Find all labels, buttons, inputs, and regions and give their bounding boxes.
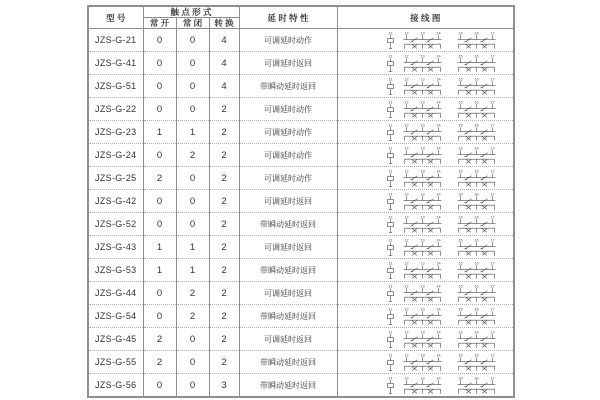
normally-open-cell: 1 <box>143 236 176 259</box>
normally-closed-cell: 0 <box>176 328 209 351</box>
model-cell: JZS-G-51 <box>88 75 143 98</box>
svg-text:15: 15 <box>458 99 463 104</box>
svg-text:13: 13 <box>420 168 425 173</box>
normally-closed-cell: 0 <box>176 190 209 213</box>
svg-text:12: 12 <box>404 214 409 219</box>
table-row <box>88 75 514 98</box>
svg-text:17: 17 <box>490 375 495 380</box>
wiring-diagram <box>338 282 514 304</box>
svg-text:16: 16 <box>474 145 479 150</box>
changeover-cell: 2 <box>209 259 239 282</box>
svg-text:14: 14 <box>436 306 441 311</box>
relay-wiring-schematic <box>382 306 509 327</box>
normally-closed-cell: 0 <box>176 167 209 190</box>
svg-text:16: 16 <box>474 283 479 288</box>
relay-wiring-schematic <box>382 191 509 212</box>
svg-text:17: 17 <box>490 352 495 357</box>
svg-text:14: 14 <box>436 30 441 35</box>
model-cell: JZS-G-53 <box>88 259 143 282</box>
svg-text:17: 17 <box>490 306 495 311</box>
svg-text:15: 15 <box>458 122 463 127</box>
delay-cell: 可调延时动作 <box>239 121 337 144</box>
svg-text:16: 16 <box>474 260 479 265</box>
table-row <box>88 374 514 398</box>
normally-open-cell: 0 <box>143 29 176 52</box>
svg-text:12: 12 <box>404 168 409 173</box>
delay-cell: 可调延时动作 <box>239 167 337 190</box>
svg-text:14: 14 <box>436 145 441 150</box>
svg-text:11: 11 <box>388 214 393 219</box>
normally-open-cell: 1 <box>143 121 176 144</box>
model-cell: JZS-G-41 <box>88 52 143 75</box>
svg-text:11: 11 <box>388 283 393 288</box>
svg-text:12: 12 <box>404 260 409 265</box>
svg-text:14: 14 <box>436 329 441 334</box>
svg-text:13: 13 <box>420 122 425 127</box>
table-row <box>88 259 514 282</box>
model-cell: JZS-G-55 <box>88 351 143 374</box>
svg-text:14: 14 <box>436 99 441 104</box>
normally-closed-cell: 0 <box>176 52 209 75</box>
changeover-cell: 4 <box>209 52 239 75</box>
model-cell: JZS-G-23 <box>88 121 143 144</box>
svg-text:12: 12 <box>404 99 409 104</box>
svg-text:11: 11 <box>388 306 393 311</box>
svg-text:11: 11 <box>388 168 393 173</box>
svg-text:14: 14 <box>436 260 441 265</box>
col-header-wiring-diagram: 接 线 图 <box>337 6 514 29</box>
table-row <box>88 167 514 190</box>
table-row <box>88 98 514 121</box>
delay-cell: 可调延时动作 <box>239 98 337 121</box>
svg-text:12: 12 <box>404 283 409 288</box>
svg-text:15: 15 <box>458 76 463 81</box>
svg-text:11: 11 <box>388 145 393 150</box>
svg-text:12: 12 <box>404 30 409 35</box>
svg-text:17: 17 <box>490 76 495 81</box>
table-row <box>88 52 514 75</box>
normally-closed-cell: 0 <box>176 374 209 398</box>
svg-text:17: 17 <box>490 260 495 265</box>
svg-text:17: 17 <box>490 53 495 58</box>
svg-text:15: 15 <box>458 168 463 173</box>
wiring-diagram <box>338 52 514 74</box>
changeover-cell: 2 <box>209 305 239 328</box>
normally-closed-cell: 0 <box>176 351 209 374</box>
delay-cell: 可调延时返回 <box>239 236 337 259</box>
svg-text:12: 12 <box>404 191 409 196</box>
col-header-contact-form: 触 点 形 式 <box>143 6 239 18</box>
wiring-diagram-cell <box>337 236 514 259</box>
svg-text:15: 15 <box>458 214 463 219</box>
delay-cell: 带瞬动延时返回 <box>239 374 337 398</box>
wiring-diagram <box>338 351 514 373</box>
wiring-diagram-cell <box>337 190 514 213</box>
wiring-diagram-cell <box>337 29 514 52</box>
normally-open-cell: 0 <box>143 98 176 121</box>
table-row <box>88 305 514 328</box>
svg-text:11: 11 <box>388 76 393 81</box>
svg-text:17: 17 <box>490 168 495 173</box>
svg-text:13: 13 <box>420 76 425 81</box>
svg-text:17: 17 <box>490 99 495 104</box>
svg-text:16: 16 <box>474 99 479 104</box>
delay-cell: 带瞬动延时返回 <box>239 305 337 328</box>
svg-text:15: 15 <box>458 237 463 242</box>
wiring-diagram <box>338 190 514 212</box>
svg-text:11: 11 <box>388 122 393 127</box>
svg-text:15: 15 <box>458 329 463 334</box>
svg-text:13: 13 <box>420 237 425 242</box>
wiring-diagram <box>338 259 514 281</box>
svg-text:16: 16 <box>474 237 479 242</box>
delay-cell: 带瞬动延时返回 <box>239 213 337 236</box>
normally-closed-cell: 1 <box>176 259 209 282</box>
wiring-diagram-cell <box>337 75 514 98</box>
svg-text:12: 12 <box>404 53 409 58</box>
svg-text:17: 17 <box>490 329 495 334</box>
normally-open-cell: 1 <box>143 259 176 282</box>
svg-text:15: 15 <box>458 30 463 35</box>
svg-text:12: 12 <box>404 352 409 357</box>
delay-cell: 可调延时返回 <box>239 282 337 305</box>
delay-cell: 带瞬动延时返回 <box>239 351 337 374</box>
normally-closed-cell: 2 <box>176 144 209 167</box>
changeover-cell: 2 <box>209 121 239 144</box>
wiring-diagram <box>338 144 514 166</box>
wiring-diagram-cell <box>337 259 514 282</box>
model-cell: JZS-G-44 <box>88 282 143 305</box>
svg-text:17: 17 <box>490 122 495 127</box>
normally-closed-cell: 1 <box>176 236 209 259</box>
svg-text:16: 16 <box>474 329 479 334</box>
table-row <box>88 236 514 259</box>
svg-text:16: 16 <box>474 375 479 380</box>
svg-text:13: 13 <box>420 306 425 311</box>
wiring-diagram <box>338 213 514 235</box>
relay-wiring-schematic <box>382 168 509 189</box>
svg-text:15: 15 <box>458 375 463 380</box>
svg-text:14: 14 <box>436 122 441 127</box>
svg-text:15: 15 <box>458 283 463 288</box>
svg-text:13: 13 <box>420 214 425 219</box>
normally-closed-cell: 2 <box>176 282 209 305</box>
model-cell: JZS-G-25 <box>88 167 143 190</box>
wiring-diagram-cell <box>337 282 514 305</box>
svg-text:14: 14 <box>436 352 441 357</box>
svg-text:15: 15 <box>458 306 463 311</box>
table-row <box>88 190 514 213</box>
normally-open-cell: 2 <box>143 328 176 351</box>
spec-table <box>87 5 515 398</box>
model-cell: JZS-G-45 <box>88 328 143 351</box>
relay-wiring-schematic <box>382 352 509 373</box>
table-row <box>88 29 514 52</box>
delay-cell: 可调延时返回 <box>239 190 337 213</box>
relay-wiring-schematic <box>382 99 509 120</box>
svg-text:15: 15 <box>458 53 463 58</box>
model-cell: JZS-G-43 <box>88 236 143 259</box>
wiring-diagram-cell <box>337 305 514 328</box>
changeover-cell: 2 <box>209 190 239 213</box>
table-row <box>88 351 514 374</box>
wiring-diagram-cell <box>337 52 514 75</box>
normally-open-cell: 0 <box>143 213 176 236</box>
col-header-model: 型 号 <box>88 6 143 29</box>
relay-wiring-schematic <box>382 214 509 235</box>
changeover-cell: 2 <box>209 98 239 121</box>
svg-text:12: 12 <box>404 237 409 242</box>
relay-wiring-schematic <box>382 76 509 97</box>
svg-text:12: 12 <box>404 122 409 127</box>
svg-text:17: 17 <box>490 30 495 35</box>
svg-text:16: 16 <box>474 30 479 35</box>
table-row <box>88 121 514 144</box>
model-cell: JZS-G-22 <box>88 98 143 121</box>
svg-text:13: 13 <box>420 375 425 380</box>
normally-open-cell: 0 <box>143 282 176 305</box>
wiring-diagram-cell <box>337 374 514 398</box>
svg-text:12: 12 <box>404 329 409 334</box>
wiring-diagram <box>338 374 514 396</box>
changeover-cell: 2 <box>209 167 239 190</box>
normally-closed-cell: 1 <box>176 121 209 144</box>
svg-text:17: 17 <box>490 145 495 150</box>
model-cell: JZS-G-24 <box>88 144 143 167</box>
svg-text:12: 12 <box>404 76 409 81</box>
wiring-diagram-cell <box>337 351 514 374</box>
relay-wiring-schematic <box>382 237 509 258</box>
svg-text:11: 11 <box>388 237 393 242</box>
relay-wiring-schematic <box>382 375 509 396</box>
wiring-diagram <box>338 29 514 51</box>
svg-text:11: 11 <box>388 99 393 104</box>
wiring-diagram-cell <box>337 167 514 190</box>
relay-wiring-schematic <box>382 30 509 51</box>
svg-text:14: 14 <box>436 283 441 288</box>
svg-text:15: 15 <box>458 145 463 150</box>
model-cell: JZS-G-54 <box>88 305 143 328</box>
wiring-diagram-cell <box>337 121 514 144</box>
svg-text:16: 16 <box>474 53 479 58</box>
svg-text:14: 14 <box>436 168 441 173</box>
normally-closed-cell: 0 <box>176 213 209 236</box>
delay-cell: 可调延时动作 <box>239 144 337 167</box>
svg-text:15: 15 <box>458 352 463 357</box>
table-row <box>88 282 514 305</box>
normally-open-cell: 0 <box>143 374 176 398</box>
svg-text:14: 14 <box>436 237 441 242</box>
svg-text:11: 11 <box>388 260 393 265</box>
svg-text:15: 15 <box>458 260 463 265</box>
wiring-diagram <box>338 305 514 327</box>
delay-cell: 带瞬动延时返回 <box>239 259 337 282</box>
svg-text:13: 13 <box>420 145 425 150</box>
normally-open-cell: 0 <box>143 75 176 98</box>
normally-open-cell: 0 <box>143 144 176 167</box>
normally-closed-cell: 0 <box>176 98 209 121</box>
table-body <box>88 29 514 398</box>
wiring-diagram-cell <box>337 98 514 121</box>
delay-cell: 可调延时返回 <box>239 52 337 75</box>
svg-text:14: 14 <box>436 53 441 58</box>
relay-wiring-schematic <box>382 329 509 350</box>
changeover-cell: 2 <box>209 236 239 259</box>
changeover-cell: 2 <box>209 213 239 236</box>
wiring-diagram-cell <box>337 144 514 167</box>
relay-wiring-schematic <box>382 122 509 143</box>
wiring-diagram-cell <box>337 328 514 351</box>
wiring-diagram <box>338 167 514 189</box>
svg-text:13: 13 <box>420 191 425 196</box>
svg-text:13: 13 <box>420 30 425 35</box>
table-row <box>88 328 514 351</box>
changeover-cell: 2 <box>209 351 239 374</box>
changeover-cell: 2 <box>209 282 239 305</box>
changeover-cell: 4 <box>209 29 239 52</box>
svg-text:11: 11 <box>388 352 393 357</box>
relay-wiring-schematic <box>382 53 509 74</box>
svg-text:12: 12 <box>404 375 409 380</box>
wiring-diagram-cell <box>337 213 514 236</box>
svg-text:16: 16 <box>474 214 479 219</box>
svg-text:16: 16 <box>474 191 479 196</box>
normally-open-cell: 0 <box>143 52 176 75</box>
normally-open-cell: 0 <box>143 190 176 213</box>
wiring-diagram <box>338 121 514 143</box>
svg-text:13: 13 <box>420 352 425 357</box>
normally-open-cell: 2 <box>143 167 176 190</box>
svg-text:13: 13 <box>420 283 425 288</box>
col-header-normally-open: 常 开 <box>143 18 176 29</box>
svg-text:15: 15 <box>458 191 463 196</box>
svg-text:16: 16 <box>474 168 479 173</box>
svg-text:11: 11 <box>388 375 393 380</box>
normally-open-cell: 0 <box>143 305 176 328</box>
normally-closed-cell: 2 <box>176 305 209 328</box>
svg-text:11: 11 <box>388 53 393 58</box>
table-row <box>88 144 514 167</box>
delay-cell: 可调延时动作 <box>239 29 337 52</box>
svg-text:14: 14 <box>436 214 441 219</box>
delay-cell: 可调延时返回 <box>239 328 337 351</box>
wiring-diagram <box>338 236 514 258</box>
wiring-diagram <box>338 98 514 120</box>
svg-text:13: 13 <box>420 260 425 265</box>
normally-closed-cell: 0 <box>176 75 209 98</box>
changeover-cell: 2 <box>209 328 239 351</box>
table-header <box>88 6 514 29</box>
relay-wiring-schematic <box>382 260 509 281</box>
changeover-cell: 3 <box>209 374 239 398</box>
normally-closed-cell: 0 <box>176 29 209 52</box>
model-cell: JZS-G-52 <box>88 213 143 236</box>
svg-text:12: 12 <box>404 145 409 150</box>
changeover-cell: 2 <box>209 144 239 167</box>
svg-text:14: 14 <box>436 76 441 81</box>
svg-text:13: 13 <box>420 99 425 104</box>
svg-text:13: 13 <box>420 53 425 58</box>
svg-text:16: 16 <box>474 306 479 311</box>
svg-text:16: 16 <box>474 122 479 127</box>
svg-text:13: 13 <box>420 329 425 334</box>
table-row <box>88 213 514 236</box>
svg-text:17: 17 <box>490 191 495 196</box>
model-cell: JZS-G-21 <box>88 29 143 52</box>
svg-text:17: 17 <box>490 237 495 242</box>
svg-text:14: 14 <box>436 375 441 380</box>
delay-cell: 带瞬动延时返回 <box>239 75 337 98</box>
changeover-cell: 4 <box>209 75 239 98</box>
model-cell: JZS-G-56 <box>88 374 143 398</box>
svg-text:16: 16 <box>474 76 479 81</box>
svg-text:11: 11 <box>388 329 393 334</box>
relay-wiring-schematic <box>382 145 509 166</box>
relay-wiring-schematic <box>382 283 509 304</box>
svg-text:17: 17 <box>490 214 495 219</box>
wiring-diagram <box>338 75 514 97</box>
svg-text:16: 16 <box>474 352 479 357</box>
svg-text:12: 12 <box>404 306 409 311</box>
svg-text:11: 11 <box>388 30 393 35</box>
model-cell: JZS-G-42 <box>88 190 143 213</box>
wiring-diagram <box>338 328 514 350</box>
svg-text:17: 17 <box>490 283 495 288</box>
normally-open-cell: 2 <box>143 351 176 374</box>
col-header-delay-characteristic: 延 时 特 性 <box>239 6 337 29</box>
col-header-changeover: 转 换 <box>209 18 239 29</box>
svg-text:11: 11 <box>388 191 393 196</box>
svg-text:14: 14 <box>436 191 441 196</box>
col-header-normally-closed: 常 闭 <box>176 18 209 29</box>
